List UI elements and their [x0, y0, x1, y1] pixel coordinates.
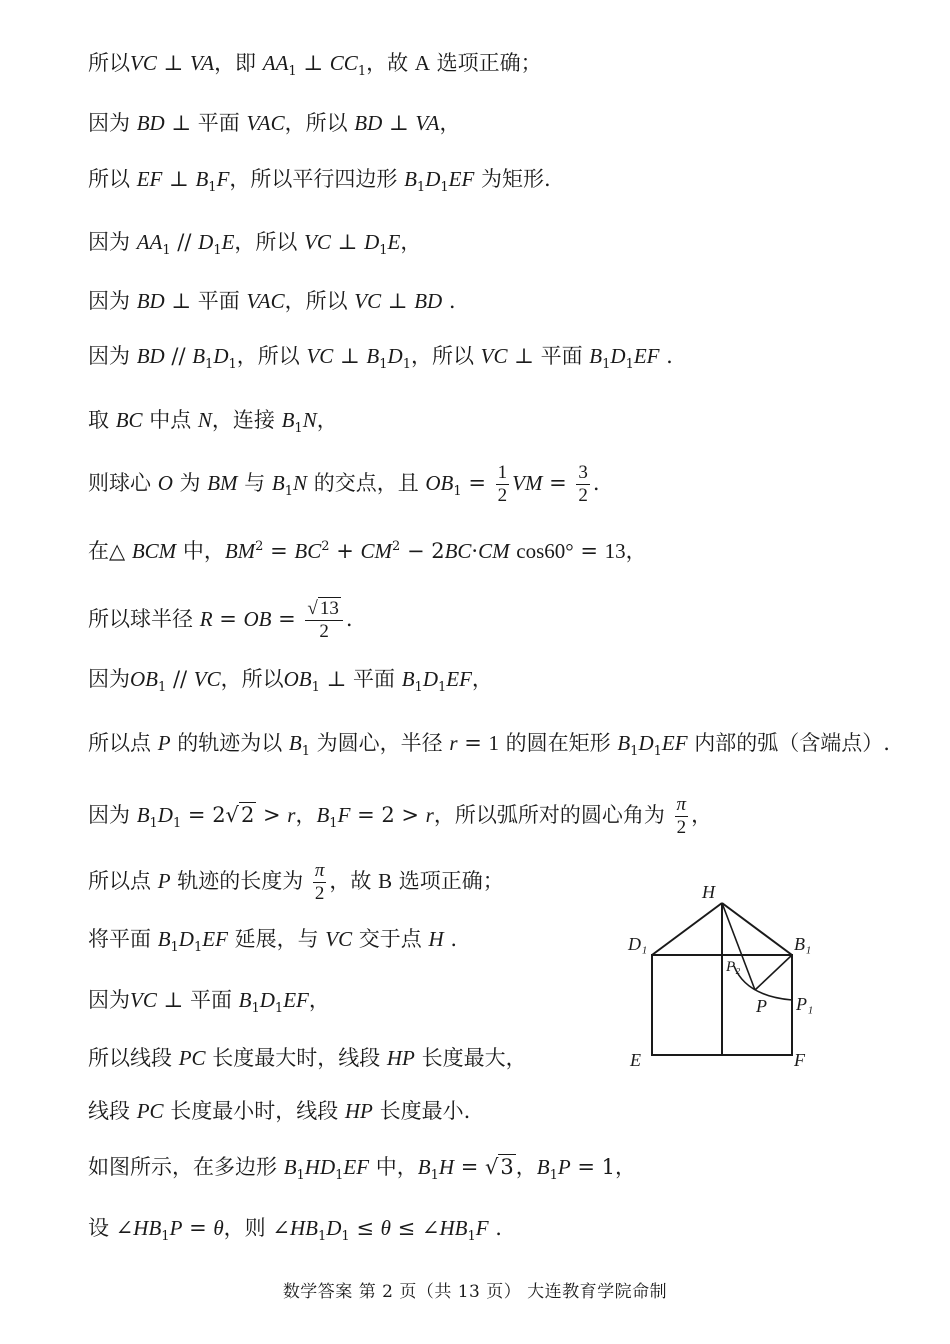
page-footer: 数学答案 第 2 页（共 13 页） 大连教育学院命制 — [282, 1282, 668, 1302]
text-line-1: 所以VC ⊥ VA，即 $AA_1$ ⊥ $CC_1$，故 A 选项正确； — [88, 51, 542, 79]
text-line-7: 取 BC 中点 N，连接 $B_1N$， — [88, 408, 338, 436]
text-line-6: 因为 BD // $B_1D_1$，所以 VC ⊥ $B_1D_1$，所以 VC ⊥ 平面 $B_1D_1EF$ . — [88, 344, 673, 372]
text-line-12: 所以点 P 的轨迹为以 $B_1$ 为圆心，半径 r = 1 的圆在矩形 $B_1D_1EF$ 内部的弧（含端点）. — [88, 731, 890, 759]
label-d1: D₁ — [628, 934, 648, 954]
text-line-20: 设 $\angle HB_1P = \theta$，则 $\angle HB_1D_1 \le \theta$ ≤ $\angle HB_1F$ . — [88, 1216, 502, 1244]
label-e: E — [630, 1050, 641, 1070]
text-line-16: 因为VC ⊥ 平面 $B_1D_1EF$， — [88, 988, 330, 1016]
text-line-15: 将平面 $B_1D_1EF$ 延展，与 VC 交于点 H . — [88, 927, 457, 955]
segment-hd1 — [652, 903, 722, 955]
text-line-14: 所以点 P 轨迹的长度为 $\frac{\pi}{2}$ ，故 B 选项正确； — [88, 860, 504, 904]
text-line-3: 所以 EF ⊥ $B_1F$，所以平行四边形 $B_1D_1EF$ 为矩形. — [88, 167, 551, 195]
text-line-18: 线段 PC 长度最小时，线段 HP 长度最小. — [88, 1099, 471, 1123]
text-line-5: 因为 BD ⊥ 平面 VAC，所以 VC ⊥ BD . — [88, 289, 456, 313]
label-f: F — [794, 1050, 805, 1070]
text-line-13: 因为 $B_1D_1 = 2√2 > r$，$B_1F = 2 > r$，所以弧所对的圆心角为 $\frac{\pi}{2}$ ， — [88, 794, 713, 838]
text-line-4: 因为 $AA_1 // D_1E$，所以 VC ⊥ $D_1E$， — [88, 230, 422, 258]
text-line-2: 因为 BD ⊥ 平面 VAC，所以 BD ⊥ VA， — [88, 111, 461, 135]
text-line-11: 因为$OB_1$ // VC，所以$OB_1$ ⊥ 平面 $B_1D_1EF$， — [88, 667, 493, 695]
text-line-8: 则球心 O 为 BM 与 $B_1N$ 的交点，且 $OB_1$ = $\frac{1}{2}$ VM = $\frac{3}{2}$ . — [88, 462, 600, 506]
label-b1: B₁ — [794, 934, 812, 954]
label-p2: P₂ — [726, 959, 741, 975]
segment-b1p — [755, 955, 792, 990]
text-line-19: 如图所示，在多边形 $B_1HD_1EF$ 中，$B_1H = √3$，$B_1P = 1$， — [88, 1155, 636, 1183]
geometry-figure — [610, 878, 830, 1078]
label-p1: P₁ — [796, 994, 814, 1014]
label-h: H — [702, 882, 715, 902]
label-p: P — [756, 996, 767, 1016]
text-line-9: 在△ BCM 中，$BM^2 = BC^2 + CM^2 - 2BC\cdot CM$ cos60° = 13， — [88, 539, 647, 563]
text-line-17: 所以线段 PC 长度最大时，线段 HP 长度最大， — [88, 1046, 527, 1070]
text-line-10: 所以球半径 R = OB = $\frac{√ 13}{2}$ . — [88, 598, 353, 642]
